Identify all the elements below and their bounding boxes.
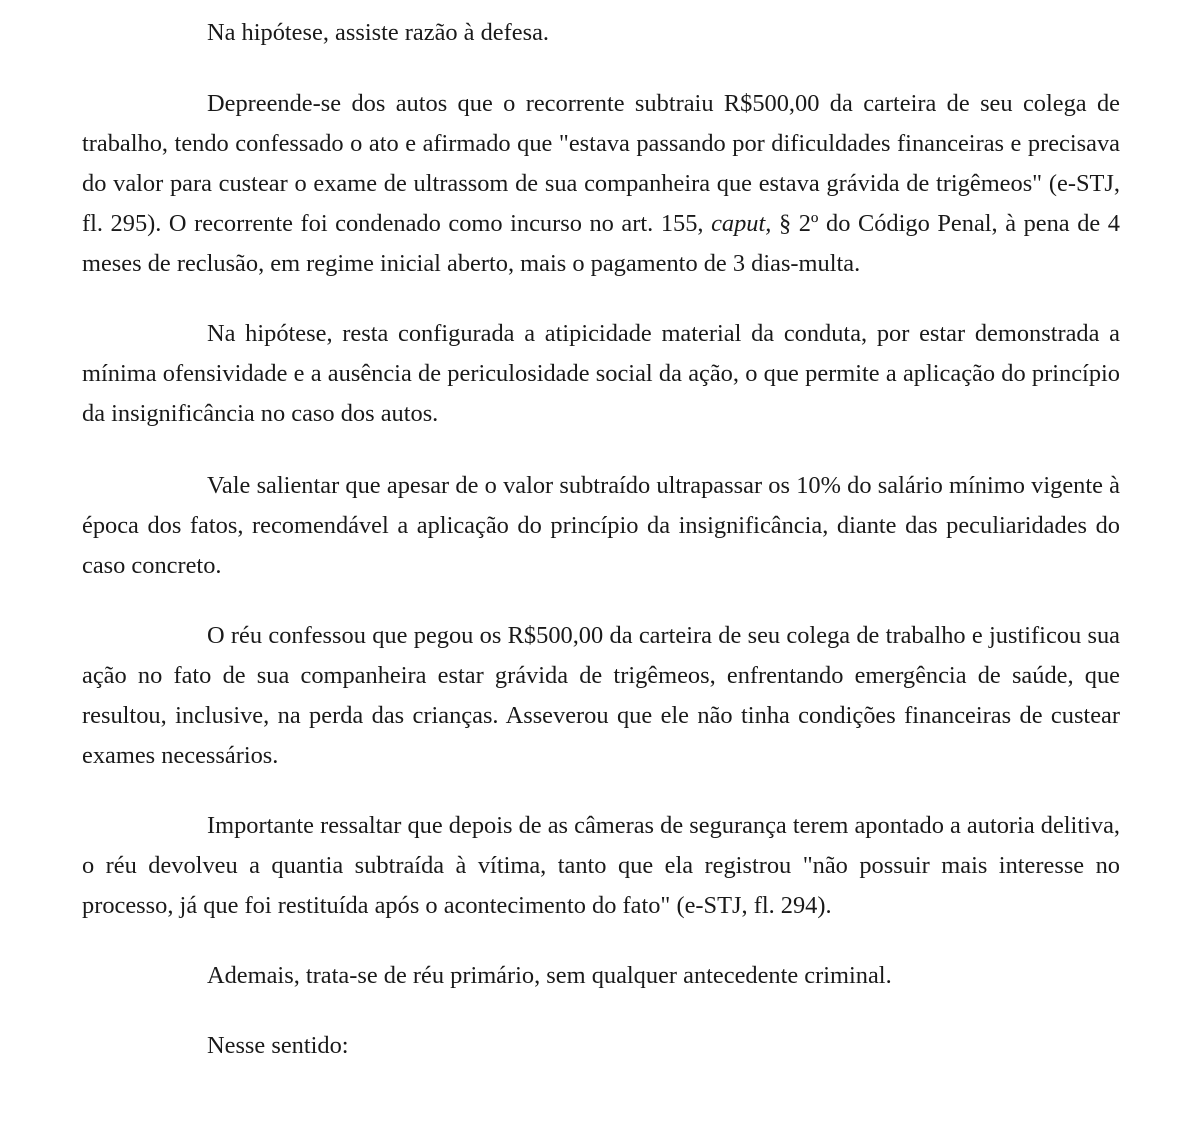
paragraph-3: Na hipótese, resta configurada a atipicidade material da conduta, por estar demonstrada a mínima ofensividade e a ausência de periculosidade social da ação, o que permite a aplicação do princípio da insignificância no caso dos autos. [82,320,1120,427]
paragraph-2-text-before: Depreende-se dos autos que o recorrente subtraiu R$500,00 da carteira de seu colega de trabalho, tendo confessado o ato e afirmado que "estava passando por dificuldades financeiras e precisava do valor para custear o exame de ultrassom de sua companheira que estava grávida de trigêmeos" (e-STJ, fl. 295). O recorrente foi condenado como incurso no art. 155, [82,90,1120,237]
paragraph-2 [82,84,1120,284]
paragraph-2-italic-term: caput, [711,210,772,237]
paragraph-5: O réu confessou que pegou os R$500,00 da carteira de seu colega de trabalho e justificou sua ação no fato de sua companheira estar grávida de trigêmeos, enfrentando emergência de saúde, que resultou, inclusive, na perda das crianças. Asseverou que ele não tinha condições financeiras de custear exames necessários. [82,622,1120,769]
paragraph-6: Importante ressaltar que depois de as câmeras de segurança terem apontado a autoria delitiva, o réu devolveu a quantia subtraída à vítima, tanto que ela registrou "não possuir mais interesse no processo, já que foi restituída após o acontecimento do fato" (e-STJ, fl. 294). [82,812,1120,919]
document-page [82,13,1120,1066]
paragraph-7: Ademais, trata-se de réu primário, sem qualquer antecedente criminal. [207,962,892,989]
paragraph-8: Nesse sentido: [207,1032,349,1059]
paragraph-4: Vale salientar que apesar de o valor subtraído ultrapassar os 10% do salário mínimo vigente à época dos fatos, recomendável a aplicação do princípio da insignificância, diante das peculiaridades do caso concreto. [82,472,1120,579]
paragraph-1: Na hipótese, assiste razão à defesa. [207,19,549,46]
paragraph-2-text-after: § 2º do Código Penal, à pena de 4 meses de reclusão, em regime inicial aberto, mais o pagamento de 3 dias-multa. [82,210,1120,277]
